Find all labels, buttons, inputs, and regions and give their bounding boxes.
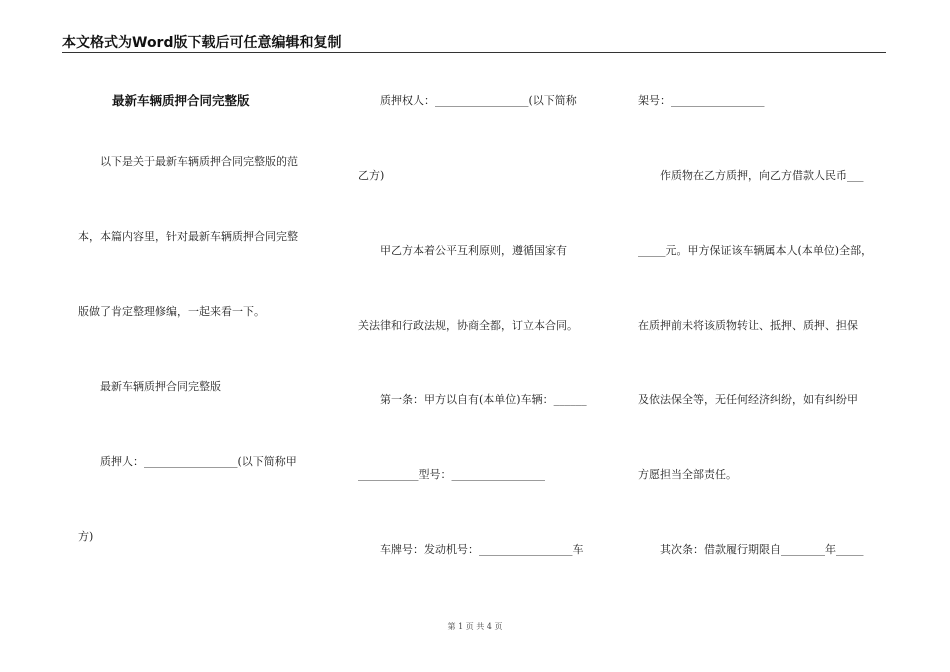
text-line: 架号：_________________	[638, 94, 765, 107]
text-line: 及依法保全等，无任何经济纠纷，如有纠纷甲	[638, 393, 858, 406]
text-line: 方愿担当全部责任。	[638, 468, 737, 481]
text-line: 关法律和行政法规，协商全都，订立本合同。	[358, 319, 578, 332]
text-line: 车牌号：发动机号：_________________车	[358, 543, 584, 556]
header-text: 本文格式为Word版下载后可任意编辑和复制	[62, 35, 342, 51]
page-footer: 第 1 页 共 4 页	[447, 622, 503, 631]
text-line: 其次条：借款履行期限自________年_____	[638, 543, 864, 556]
text-column-2	[358, 0, 613, 672]
text-line: 在质押前未将该质物转让、抵押、质押、担保	[638, 319, 858, 332]
text-line: 乙方)	[358, 169, 385, 182]
text-line: 质押人：_________________(以下简称甲	[78, 455, 297, 468]
text-column-3	[638, 0, 888, 672]
text-line: 以下是关于最新车辆质押合同完整版的范	[78, 155, 298, 168]
text-line: _____元。甲方保证该车辆属本人(本单位)全部，	[638, 244, 873, 257]
text-line: 本，本篇内容里，针对最新车辆质押合同完整	[78, 230, 298, 243]
text-line: 质押权人：_________________(以下简称	[358, 94, 577, 107]
text-line: ___________型号：_________________	[358, 468, 545, 481]
text-line: 第一条：甲方以自有(本单位)车辆：______	[358, 393, 587, 406]
text-line: 方)	[78, 530, 94, 543]
text-line: 最新车辆质押合同完整版	[78, 380, 221, 393]
text-line: 甲乙方本着公平互利原则，遵循国家有	[358, 244, 567, 257]
document-title: 最新车辆质押合同完整版	[112, 93, 250, 108]
text-column-1	[78, 0, 328, 672]
text-line: 作质物在乙方质押，向乙方借款人民币___	[638, 169, 864, 182]
text-line: 版做了肯定整理修编，一起来看一下。	[78, 305, 265, 318]
